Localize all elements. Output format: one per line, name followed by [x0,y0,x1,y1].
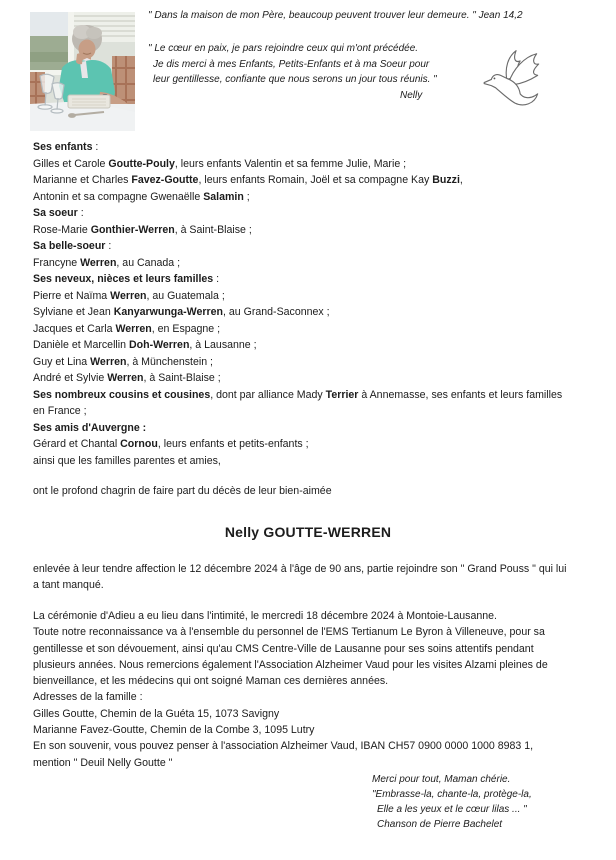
details-line: Gilles Goutte, Chemin de la Guéta 15, 1073 Savigny [33,707,280,720]
memorial-song-quote [372,772,532,832]
family-line: Jacques et Carla Werren, en Espagne ; [33,322,221,335]
farewell-quote [148,41,488,103]
farewell-quote-line: Nelly [400,89,423,101]
family-line: Ses enfants : [33,141,99,153]
passing-paragraph [33,561,567,593]
family-line: Sa belle-soeur : [33,240,112,252]
farewell-quote-line: Je dis merci à mes Enfants, Petits-Enfants et à ma Soeur pour [153,58,430,70]
passing-line: a tant manqué. [33,579,104,591]
announcement-line: ont le profond chagrin de faire part du décès de leur bien-aimée [33,485,332,497]
deceased-name: Nelly GOUTTE-WERREN [224,524,392,540]
family-line: Marianne et Charles Favez-Goutte, leurs enfants Romain, Joël et sa compagne Kay Buzzi, [33,174,463,186]
family-line: Francyne Werren, au Canada ; [33,256,181,269]
family-line: Ses amis d'Auvergne : [33,421,147,434]
family-line: Antonin et sa compagne Gwenaëlle Salamin ; [33,190,250,203]
details-paragraph [33,608,548,771]
family-line: Pierre et Naïma Werren, au Guatemala ; [33,289,225,302]
portrait-photo-illustration [30,12,135,131]
details-line: En son souvenir, vous pouvez penser à l'association Alzheimer Vaud, IBAN CH57 0900 0000 1000 8983 1, [33,740,534,753]
family-line: Ses nombreux cousins et cousines, dont par alliance Mady Terrier à Annemasse, ses enfants et leurs familles [33,388,563,401]
memorial-song-line: Elle a les yeux et le cœur lilas ... " [377,804,527,815]
passing-line: enlevée à leur tendre affection le 12 décembre 2024 à l'âge de 90 ans, partie rejoindre son " Grand Pouss " qui lui [33,563,567,575]
farewell-quote-line: leur gentillesse, confiante que nous serons un jour tous réunis. " [153,74,437,85]
family-line: Sa soeur : [33,207,84,219]
portrait-photo [30,12,135,131]
farewell-quote-line: " Le cœur en paix, je pars rejoindre ceux qui m'ont précédée. [148,43,419,54]
details-line: gentillesse et son dévouement, ainsi qu'au CMS Centre-Ville de Lausanne pour ses soins attentifs pendant [33,642,534,655]
family-line: Rose-Marie Gonthier-Werren, à Saint-Blaise ; [33,223,252,236]
memorial-song-line: Merci pour tout, Maman chérie. [372,774,511,785]
details-line: Marianne Favez-Goutte, Chemin de la Combe 3, 1095 Lutry [33,724,315,737]
family-line: ainsi que les familles parentes et amies, [33,454,221,467]
family-line: Ses neveux, nièces et leurs familles : [33,273,220,285]
bible-quote: " Dans la maison de mon Père, beaucoup peuvent trouver leur demeure. " Jean 14,2 [148,10,523,21]
details-line: mention " Deuil Nelly Goutte " [33,756,173,769]
family-line: André et Sylvie Werren, à Saint-Blaise ; [33,372,221,384]
details-line: plusieurs années. Nous remercions également l'Association Alzheimer Vaud pour les visites Alzami pleines de [33,658,548,671]
family-line: Sylviane et Jean Kanyarwunga-Werren, au Grand-Saconnex ; [33,306,330,318]
family-line: Gérard et Chantal Cornou, leurs enfants et petits-enfants ; [33,438,309,450]
family-line: Danièle et Marcellin Doh-Werren, à Lausanne ; [33,339,257,351]
memorial-song-line: Chanson de Pierre Bachelet [377,819,503,830]
memorial-song-line: "Embrasse-la, chante-la, protège-la, [372,789,532,800]
family-list [33,139,562,469]
family-line: Gilles et Carole Goutte-Pouly, leurs enfants Valentin et sa femme Julie, Marie ; [33,157,407,170]
dove-icon [478,48,550,114]
details-line: Toute notre reconnaissance va à l'ensemble du personnel de l'EMS Tertianum Le Byron à Villeneuve, pour sa [33,626,545,639]
family-line: Guy et Lina Werren, à Münchenstein ; [33,355,214,368]
details-line: Adresses de la famille : [33,691,143,704]
details-line: bienveillance, et les médecins qui ont soigné Maman ces dernières années. [33,675,389,688]
details-line: La cérémonie d'Adieu a eu lieu dans l'intimité, le mercredi 18 décembre 2024 à Montoie-Lausanne. [33,610,497,622]
family-line: en France ; [33,405,87,417]
dove-drawing [478,48,550,114]
